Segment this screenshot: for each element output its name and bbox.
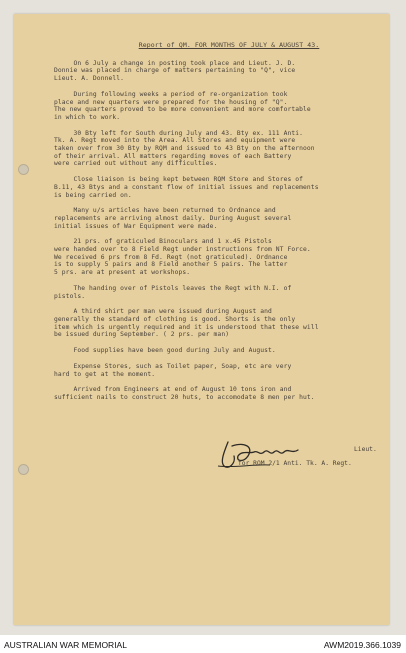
paragraph: Many u/s articles have been returned to Ordnance and replacements are arriving almost daily. During August several initial issues of War Equipment were made. bbox=[54, 207, 292, 230]
paragraph: Close liaison is being kept between RQM Store and Stores of B.11, 43 Btys and a constant flow of initial issues and replacements is being carried on. bbox=[54, 176, 319, 199]
paragraph: 30 Bty left for South during July and 43. Bty ex. 111 Anti. Tk. A. Regt moved into the Area. All Stores and equipment were taken over from 30 Bty by RQM and issued to 43 Bty on the afternoon of their arrival. All matters regarding moves of each Battery were carried out without any difficulties. bbox=[54, 129, 315, 168]
footer-accession-number: AWM2019.366.1039 bbox=[323, 640, 401, 650]
paragraph: Expense Stores, such as Toilet paper, Soap, etc are very hard to get at the moment. bbox=[54, 362, 292, 378]
signature-block bbox=[214, 438, 377, 472]
paragraph: The handing over of Pistols leaves the Regt with N.I. of pistols. bbox=[54, 284, 292, 300]
document-page bbox=[14, 14, 389, 625]
paragraph: 21 prs. of graticuled Binoculars and 1 x.45 Pistols were handed over to 8 Field Regt under instructions from NT Force. We received 6 prs from 8 Fd. Regt (not graticuled). Ordnance is to supply 5 pairs and 8 Field another 5 pairs. The latter 5 prs. are at present at workshops. bbox=[54, 238, 311, 277]
paragraph: Arrived from Engineers at end of August 10 tons iron and sufficient nails to construct 20 huts, to accomodate 8 men per hut. bbox=[54, 386, 315, 401]
signature-unit: for RQM 2/1 Anti. Tk. A. Regt. bbox=[238, 460, 352, 467]
paragraph: During following weeks a period of re-organization took place and new quarters were prepared for the housing of "Q". The new quarters proved to be more convenient and more comfortable in which to work. bbox=[54, 90, 311, 121]
paragraph: Food supplies have been good during July and August. bbox=[54, 347, 276, 355]
document-body bbox=[54, 42, 374, 410]
paragraph: A third shirt per man were issued during August and generally the standard of clothing is good. Shorts is the only item which is urgently required and it is understood that these will be issued during September. ( 2 prs. per man) bbox=[54, 308, 319, 339]
paragraph: On 6 July a change in posting took place and Lieut. J. D. Donnie was placed in charge of matters pertaining to "Q", vice Lieut. A. Donnell. bbox=[54, 59, 296, 83]
punch-hole bbox=[18, 464, 29, 475]
punch-hole bbox=[18, 164, 29, 175]
document-title: Report of QM. FOR MONTHS OF JULY & AUGUST 43. bbox=[138, 41, 320, 49]
footer-institution: AUSTRALIAN WAR MEMORIAL bbox=[4, 640, 127, 650]
signature-rank: Lieut. bbox=[354, 446, 377, 453]
footer-bar bbox=[0, 635, 406, 653]
